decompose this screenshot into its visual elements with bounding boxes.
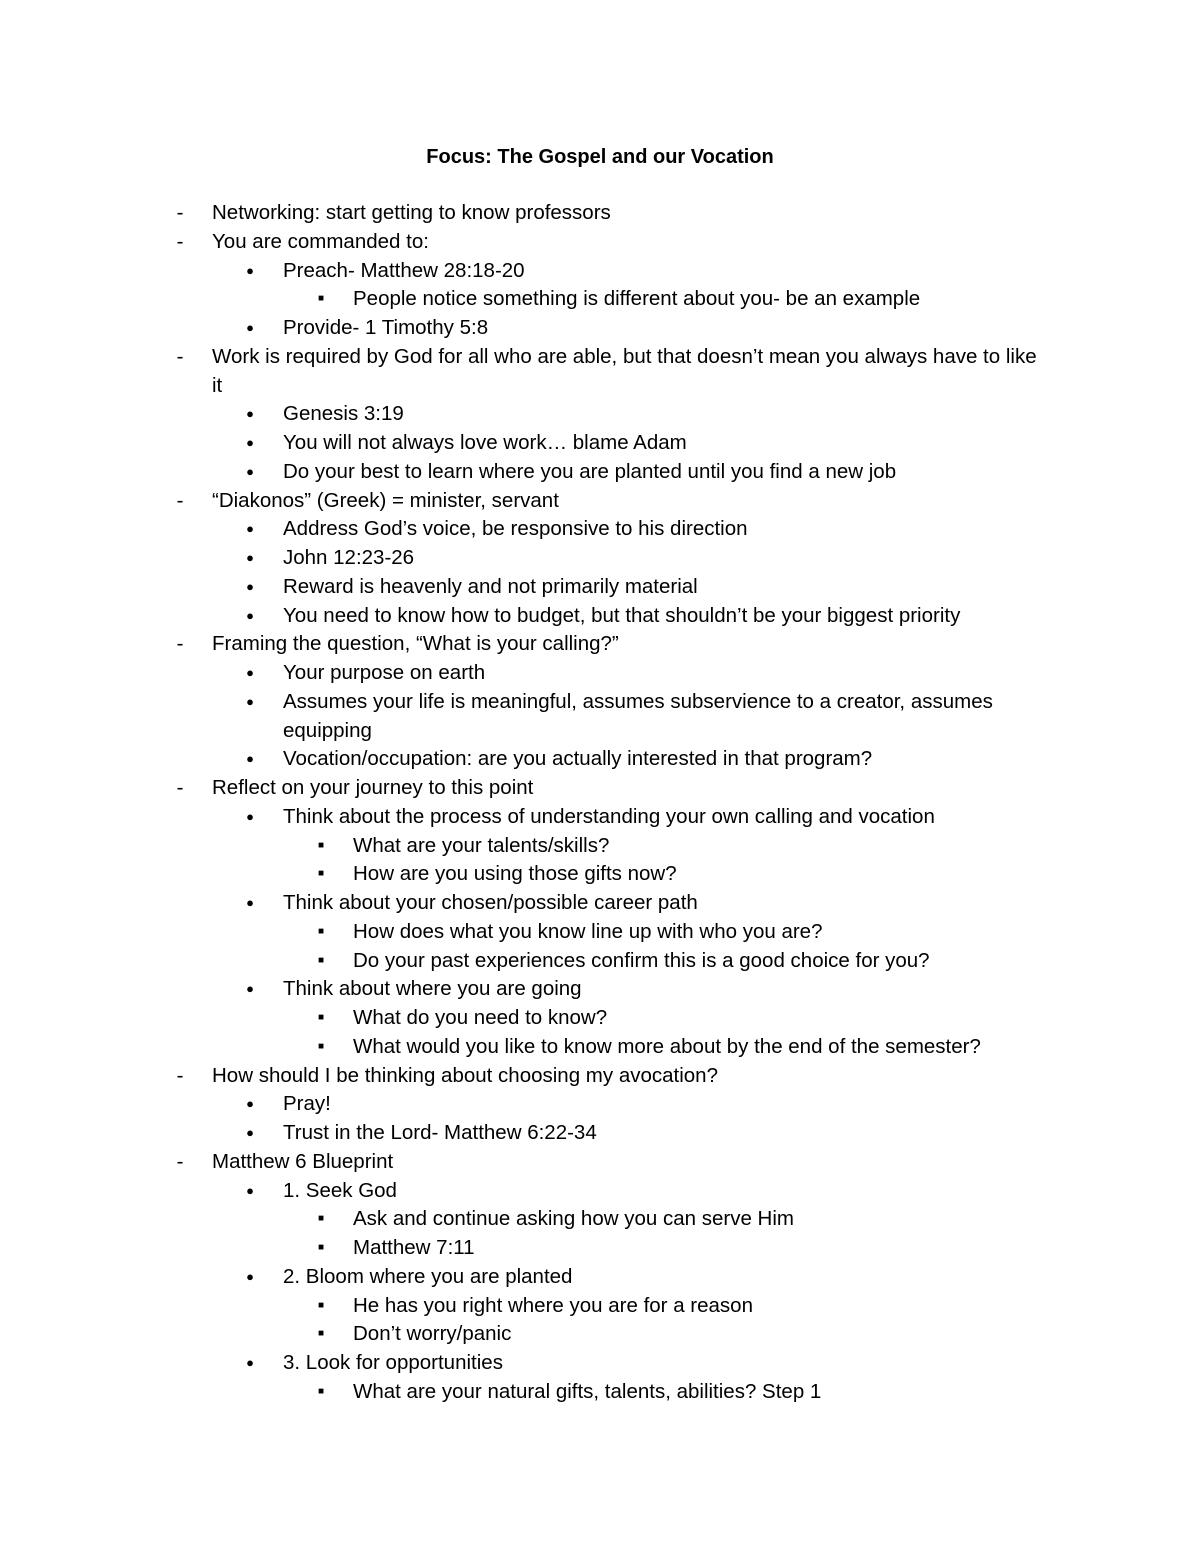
round-bullet-icon: ● <box>246 981 254 997</box>
list-item-text: You will not always love work… blame Adam <box>283 431 687 454</box>
list-item <box>0 1033 1200 1062</box>
list-item-text: Matthew 7:11 <box>353 1236 475 1259</box>
round-bullet-icon: ● <box>246 1355 254 1370</box>
round-bullet-icon: ● <box>246 607 254 623</box>
list-item <box>0 803 1200 832</box>
round-bullet-icon: ● <box>246 262 254 278</box>
list-item <box>0 1234 1200 1263</box>
round-bullet-icon: ● <box>246 435 254 450</box>
round-bullet-icon: ● <box>246 751 254 767</box>
list-item <box>0 947 1200 976</box>
list-item-text: Think about where you are going <box>283 977 582 1001</box>
square-bullet-icon: ■ <box>317 293 325 305</box>
list-item-text: Networking: start getting to know professors <box>212 201 611 224</box>
list-item-text: Ask and continue asking how you can serve Him <box>353 1207 794 1231</box>
list-item <box>0 1062 1200 1091</box>
dash-bullet-icon: - <box>176 632 184 656</box>
dash-bullet-icon: - <box>176 201 184 224</box>
list-item-text: People notice something is different about you- be an example <box>353 287 921 311</box>
round-bullet-icon: ● <box>246 578 254 594</box>
list-item <box>0 1004 1200 1033</box>
square-bullet-icon: ■ <box>317 1213 325 1225</box>
square-bullet-icon: ■ <box>317 954 325 966</box>
list-item-text: 2. Bloom where you are planted <box>283 1264 573 1288</box>
outline-list <box>0 199 1200 1407</box>
round-bullet-icon: ● <box>246 320 254 335</box>
list-item-text: How does what you know line up with who you are? <box>353 919 823 943</box>
round-bullet-icon: ● <box>246 406 254 422</box>
list-item <box>0 918 1200 947</box>
list-item-text: What do you need to know? <box>353 1006 608 1029</box>
list-item <box>0 199 1200 228</box>
list-item-text: You are commanded to: <box>212 229 429 253</box>
round-bullet-icon: ● <box>246 550 254 565</box>
round-bullet-icon: ● <box>246 1125 254 1140</box>
list-item-text: Genesis 3:19 <box>283 402 404 426</box>
round-bullet-icon: ● <box>246 693 254 709</box>
list-item-text: How should I be thinking about choosing my avocation? <box>212 1063 718 1087</box>
round-bullet-icon: ● <box>246 1182 254 1198</box>
list-item-text: Pray! <box>283 1092 331 1116</box>
list-item-text: Provide- 1 Timothy 5:8 <box>283 316 489 339</box>
list-item-text: 3. Look for opportunities <box>283 1351 503 1374</box>
list-item <box>0 487 1200 516</box>
list-item-text: What are your natural gifts, talents, abilities? Step 1 <box>353 1379 822 1403</box>
list-item <box>0 745 1200 774</box>
list-item-text: How are you using those gifts now? <box>353 862 677 886</box>
list-item-text: Think about your chosen/possible career path <box>283 891 698 914</box>
square-bullet-icon: ■ <box>317 925 325 937</box>
list-item <box>0 1177 1200 1206</box>
list-item <box>0 515 1200 544</box>
list-item <box>0 573 1200 602</box>
list-item <box>0 1292 1200 1321</box>
round-bullet-icon: ● <box>246 895 254 910</box>
list-item <box>0 1119 1200 1148</box>
round-bullet-icon: ● <box>246 1096 254 1112</box>
list-item <box>0 314 1200 343</box>
list-item <box>0 602 1200 631</box>
list-item <box>0 688 1200 746</box>
list-item <box>0 860 1200 889</box>
list-item-text: John 12:23-26 <box>283 546 415 569</box>
document-title: Focus: The Gospel and our Vocation <box>426 146 774 168</box>
list-item <box>0 1263 1200 1292</box>
list-item <box>0 889 1200 918</box>
list-item <box>0 1090 1200 1119</box>
square-bullet-icon: ■ <box>317 1040 325 1052</box>
list-item-text: He has you right where you are for a reason <box>353 1293 753 1317</box>
dash-bullet-icon: - <box>176 776 184 799</box>
square-bullet-icon: ■ <box>317 868 325 880</box>
list-item-text: What would you like to know more about by the end of the semester? <box>353 1034 981 1058</box>
list-item <box>0 1205 1200 1234</box>
square-bullet-icon: ■ <box>317 1385 325 1397</box>
list-item <box>0 228 1200 257</box>
dash-bullet-icon: - <box>176 229 184 253</box>
dash-bullet-icon: - <box>176 344 184 368</box>
list-item-text: Address God’s voice, be responsive to his direction <box>283 517 748 541</box>
list-item-text: Think about the process of understanding your own calling and vocation <box>283 804 935 828</box>
list-item-text: Preach- Matthew 28:18-20 <box>283 258 525 282</box>
list-item-text: What are your talents/skills? <box>353 833 610 857</box>
dash-bullet-icon: - <box>176 1149 184 1173</box>
round-bullet-icon: ● <box>246 1268 254 1284</box>
list-item-text: You need to know how to budget, but that shouldn’t be your biggest priority <box>283 603 961 627</box>
list-item-text: Don’t worry/panic <box>353 1322 512 1346</box>
round-bullet-icon: ● <box>246 808 254 824</box>
dash-bullet-icon: - <box>176 1063 184 1087</box>
list-item <box>0 1349 1200 1378</box>
list-item-text: Trust in the Lord- Matthew 6:22-34 <box>283 1121 597 1144</box>
round-bullet-icon: ● <box>246 521 254 537</box>
list-item-text: Framing the question, “What is your calling?” <box>212 632 619 656</box>
list-item <box>0 429 1200 458</box>
list-item-text: Do your past experiences confirm this is a good choice for you? <box>353 948 930 972</box>
square-bullet-icon: ■ <box>317 1242 325 1253</box>
list-item-text: Reflect on your journey to this point <box>212 776 534 799</box>
square-bullet-icon: ■ <box>317 839 325 851</box>
list-item <box>0 975 1200 1004</box>
round-bullet-icon: ● <box>246 665 254 680</box>
list-item <box>0 659 1200 688</box>
square-bullet-icon: ■ <box>317 1328 325 1340</box>
list-item-text: Assumes your life is meaningful, assumes subservience to a creator, assumes equipping <box>283 689 993 742</box>
list-item-text: Work is required by God for all who are able, but that doesn’t mean you always have to like it <box>212 344 1037 397</box>
list-item <box>0 1148 1200 1177</box>
list-item <box>0 257 1200 286</box>
list-item-text: Your purpose on earth <box>283 661 486 684</box>
square-bullet-icon: ■ <box>317 1299 325 1311</box>
list-item <box>0 285 1200 314</box>
list-item-text: Do your best to learn where you are planted until you find a new job <box>283 459 897 483</box>
square-bullet-icon: ■ <box>317 1012 325 1023</box>
list-item-text: Reward is heavenly and not primarily material <box>283 574 698 598</box>
list-item <box>0 400 1200 429</box>
list-item <box>0 458 1200 487</box>
list-item <box>0 343 1200 401</box>
list-item-text: Matthew 6 Blueprint <box>212 1149 394 1173</box>
round-bullet-icon: ● <box>246 463 254 479</box>
list-item <box>0 832 1200 861</box>
list-item <box>0 1378 1200 1407</box>
list-item-text: Vocation/occupation: are you actually interested in that program? <box>283 747 873 771</box>
list-item <box>0 1320 1200 1349</box>
list-item <box>0 544 1200 573</box>
dash-bullet-icon: - <box>176 488 184 512</box>
list-item <box>0 774 1200 803</box>
list-item <box>0 630 1200 659</box>
list-item-text: 1. Seek God <box>283 1178 397 1202</box>
list-item-text: “Diakonos” (Greek) = minister, servant <box>212 488 559 512</box>
